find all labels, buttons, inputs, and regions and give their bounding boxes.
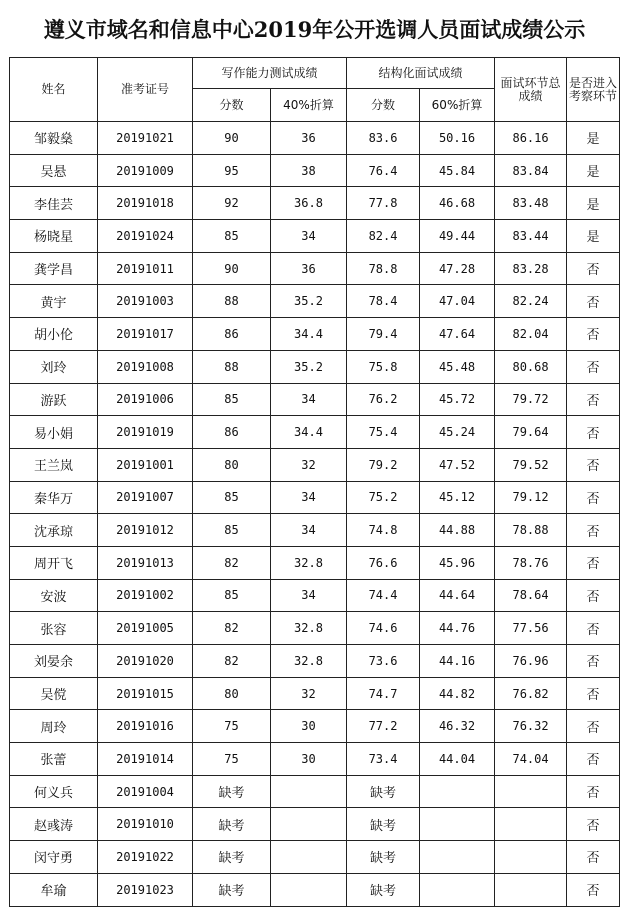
cell-name: 闵守勇 (10, 841, 98, 874)
cell-writing-weighted: 32 (271, 448, 347, 481)
cell-writing-score: 95 (193, 154, 271, 187)
cell-exam-id: 20191010 (98, 808, 193, 841)
cell-interview-weighted: 45.24 (420, 416, 495, 449)
cell-interview-total: 80.68 (495, 350, 567, 383)
header-exam-id: 准考证号 (98, 58, 193, 122)
table-row (10, 841, 620, 874)
cell-interview-total: 79.52 (495, 448, 567, 481)
cell-interview-total: 83.44 (495, 220, 567, 253)
cell-name: 游跃 (10, 383, 98, 416)
cell-interview-weighted (420, 775, 495, 808)
cell-writing-weighted (271, 808, 347, 841)
cell-interview-score: 78.4 (347, 285, 420, 318)
cell-interview-total (495, 808, 567, 841)
table-row (10, 122, 620, 155)
cell-name: 刘玲 (10, 350, 98, 383)
cell-name: 张蕾 (10, 743, 98, 776)
cell-interview-total: 74.04 (495, 743, 567, 776)
cell-interview-score: 75.8 (347, 350, 420, 383)
cell-interview-weighted: 46.68 (420, 187, 495, 220)
cell-writing-score: 75 (193, 710, 271, 743)
cell-interview-weighted: 44.16 (420, 645, 495, 678)
cell-interview-total (495, 841, 567, 874)
cell-interview-total: 78.64 (495, 579, 567, 612)
cell-exam-id: 20191023 (98, 873, 193, 906)
cell-exam-id: 20191024 (98, 220, 193, 253)
cell-writing-weighted: 34 (271, 514, 347, 547)
cell-interview-score: 缺考 (347, 808, 420, 841)
header-writing-group: 写作能力测试成绩 (193, 58, 347, 89)
header-interview-group: 结构化面试成绩 (347, 58, 495, 89)
cell-writing-score: 86 (193, 318, 271, 351)
cell-writing-weighted: 34 (271, 220, 347, 253)
cell-enter-review: 否 (567, 383, 620, 416)
cell-exam-id: 20191009 (98, 154, 193, 187)
cell-interview-weighted: 47.64 (420, 318, 495, 351)
cell-interview-total: 83.28 (495, 252, 567, 285)
cell-enter-review: 否 (567, 285, 620, 318)
cell-writing-weighted: 34 (271, 481, 347, 514)
cell-writing-score: 85 (193, 383, 271, 416)
cell-interview-score: 74.8 (347, 514, 420, 547)
cell-interview-total: 79.72 (495, 383, 567, 416)
table-row (10, 808, 620, 841)
cell-interview-weighted: 44.88 (420, 514, 495, 547)
cell-exam-id: 20191022 (98, 841, 193, 874)
cell-name: 何义兵 (10, 775, 98, 808)
cell-exam-id: 20191007 (98, 481, 193, 514)
cell-exam-id: 20191019 (98, 416, 193, 449)
cell-name: 黄宇 (10, 285, 98, 318)
cell-enter-review: 否 (567, 252, 620, 285)
cell-enter-review: 是 (567, 154, 620, 187)
header-name: 姓名 (10, 58, 98, 122)
cell-name: 胡小伦 (10, 318, 98, 351)
cell-enter-review: 否 (567, 416, 620, 449)
cell-interview-score: 缺考 (347, 841, 420, 874)
cell-writing-score: 缺考 (193, 873, 271, 906)
cell-writing-score: 88 (193, 350, 271, 383)
cell-writing-score: 90 (193, 252, 271, 285)
cell-exam-id: 20191003 (98, 285, 193, 318)
cell-interview-weighted: 44.64 (420, 579, 495, 612)
cell-name: 赵彧涛 (10, 808, 98, 841)
cell-writing-score: 82 (193, 645, 271, 678)
cell-exam-id: 20191017 (98, 318, 193, 351)
table-row (10, 252, 620, 285)
header-interview-total: 面试环节总成绩 (495, 58, 567, 122)
cell-exam-id: 20191002 (98, 579, 193, 612)
cell-interview-total: 76.82 (495, 677, 567, 710)
cell-interview-total: 76.32 (495, 710, 567, 743)
table-row (10, 318, 620, 351)
cell-writing-weighted: 34.4 (271, 318, 347, 351)
cell-interview-score: 83.6 (347, 122, 420, 155)
cell-enter-review: 是 (567, 220, 620, 253)
cell-exam-id: 20191013 (98, 546, 193, 579)
cell-writing-weighted (271, 873, 347, 906)
table-row (10, 154, 620, 187)
cell-enter-review: 否 (567, 612, 620, 645)
cell-exam-id: 20191006 (98, 383, 193, 416)
cell-enter-review: 否 (567, 808, 620, 841)
cell-interview-score: 73.6 (347, 645, 420, 678)
cell-interview-total (495, 775, 567, 808)
table-row (10, 710, 620, 743)
cell-name: 沈承琼 (10, 514, 98, 547)
table-row (10, 514, 620, 547)
cell-writing-weighted: 32.8 (271, 645, 347, 678)
cell-interview-score: 77.2 (347, 710, 420, 743)
cell-writing-weighted: 32.8 (271, 612, 347, 645)
cell-enter-review: 否 (567, 645, 620, 678)
cell-writing-weighted: 30 (271, 710, 347, 743)
cell-interview-total: 79.64 (495, 416, 567, 449)
cell-exam-id: 20191018 (98, 187, 193, 220)
cell-interview-total: 83.48 (495, 187, 567, 220)
cell-interview-score: 76.6 (347, 546, 420, 579)
cell-interview-weighted: 47.04 (420, 285, 495, 318)
cell-name: 王兰岚 (10, 448, 98, 481)
cell-writing-score: 80 (193, 448, 271, 481)
cell-interview-score: 缺考 (347, 873, 420, 906)
cell-name: 秦华万 (10, 481, 98, 514)
cell-name: 刘晏余 (10, 645, 98, 678)
cell-enter-review: 是 (567, 122, 620, 155)
cell-writing-weighted: 34 (271, 579, 347, 612)
cell-writing-score: 80 (193, 677, 271, 710)
cell-interview-weighted: 44.76 (420, 612, 495, 645)
header-interview-weighted: 60%折算 (420, 89, 495, 122)
cell-interview-score: 77.8 (347, 187, 420, 220)
cell-interview-weighted (420, 873, 495, 906)
cell-interview-weighted: 46.32 (420, 710, 495, 743)
cell-interview-weighted (420, 841, 495, 874)
cell-enter-review: 否 (567, 481, 620, 514)
cell-interview-score: 76.4 (347, 154, 420, 187)
cell-writing-score: 缺考 (193, 808, 271, 841)
cell-interview-weighted: 47.52 (420, 448, 495, 481)
cell-name: 龚学昌 (10, 252, 98, 285)
cell-writing-score: 90 (193, 122, 271, 155)
table-row (10, 285, 620, 318)
cell-interview-score: 75.4 (347, 416, 420, 449)
results-table (9, 57, 620, 907)
cell-enter-review: 否 (567, 775, 620, 808)
cell-name: 周玲 (10, 710, 98, 743)
header-writing-score: 分数 (193, 89, 271, 122)
cell-writing-score: 85 (193, 220, 271, 253)
cell-exam-id: 20191001 (98, 448, 193, 481)
cell-writing-score: 82 (193, 612, 271, 645)
cell-writing-weighted: 35.2 (271, 350, 347, 383)
cell-writing-weighted (271, 841, 347, 874)
cell-interview-total: 79.12 (495, 481, 567, 514)
cell-interview-weighted: 49.44 (420, 220, 495, 253)
table-row (10, 743, 620, 776)
cell-interview-score: 74.4 (347, 579, 420, 612)
cell-interview-weighted: 44.82 (420, 677, 495, 710)
header-writing-weighted: 40%折算 (271, 89, 347, 122)
cell-interview-score: 73.4 (347, 743, 420, 776)
cell-writing-weighted (271, 775, 347, 808)
table-row (10, 677, 620, 710)
table-row (10, 187, 620, 220)
cell-enter-review: 否 (567, 873, 620, 906)
cell-exam-id: 20191016 (98, 710, 193, 743)
cell-interview-score: 82.4 (347, 220, 420, 253)
cell-exam-id: 20191014 (98, 743, 193, 776)
cell-enter-review: 否 (567, 350, 620, 383)
cell-interview-total: 82.24 (495, 285, 567, 318)
table-row (10, 448, 620, 481)
cell-enter-review: 否 (567, 710, 620, 743)
cell-exam-id: 20191005 (98, 612, 193, 645)
cell-interview-score: 74.7 (347, 677, 420, 710)
cell-enter-review: 否 (567, 743, 620, 776)
cell-interview-weighted: 45.96 (420, 546, 495, 579)
table-row (10, 645, 620, 678)
table-row (10, 481, 620, 514)
cell-writing-weighted: 36 (271, 252, 347, 285)
cell-name: 易小娟 (10, 416, 98, 449)
cell-exam-id: 20191004 (98, 775, 193, 808)
table-row (10, 546, 620, 579)
cell-writing-score: 缺考 (193, 775, 271, 808)
cell-writing-score: 75 (193, 743, 271, 776)
cell-interview-total: 77.56 (495, 612, 567, 645)
cell-writing-weighted: 36 (271, 122, 347, 155)
cell-interview-score: 79.2 (347, 448, 420, 481)
cell-writing-score: 92 (193, 187, 271, 220)
cell-writing-weighted: 30 (271, 743, 347, 776)
header-enter-review: 是否进入考察环节 (567, 58, 620, 122)
table-row (10, 383, 620, 416)
cell-interview-score: 78.8 (347, 252, 420, 285)
cell-interview-weighted (420, 808, 495, 841)
cell-exam-id: 20191008 (98, 350, 193, 383)
table-row (10, 612, 620, 645)
cell-writing-weighted: 38 (271, 154, 347, 187)
cell-interview-total: 78.88 (495, 514, 567, 547)
table-row (10, 579, 620, 612)
cell-enter-review: 是 (567, 187, 620, 220)
cell-writing-score: 85 (193, 481, 271, 514)
cell-interview-weighted: 45.72 (420, 383, 495, 416)
cell-name: 牟瑜 (10, 873, 98, 906)
cell-enter-review: 否 (567, 677, 620, 710)
table-row (10, 873, 620, 906)
cell-interview-score: 79.4 (347, 318, 420, 351)
cell-writing-weighted: 36.8 (271, 187, 347, 220)
cell-exam-id: 20191012 (98, 514, 193, 547)
cell-interview-total: 83.84 (495, 154, 567, 187)
cell-writing-score: 82 (193, 546, 271, 579)
cell-interview-weighted: 45.48 (420, 350, 495, 383)
cell-interview-total: 86.16 (495, 122, 567, 155)
cell-writing-score: 88 (193, 285, 271, 318)
page-title: 遵义市域名和信息中心2019年公开选调人员面试成绩公示 (43, 17, 586, 42)
cell-exam-id: 20191021 (98, 122, 193, 155)
cell-name: 吴傥 (10, 677, 98, 710)
cell-writing-weighted: 32 (271, 677, 347, 710)
cell-writing-score: 86 (193, 416, 271, 449)
cell-writing-score: 缺考 (193, 841, 271, 874)
table-row (10, 350, 620, 383)
cell-interview-score: 74.6 (347, 612, 420, 645)
cell-interview-score: 缺考 (347, 775, 420, 808)
cell-interview-weighted: 44.04 (420, 743, 495, 776)
cell-enter-review: 否 (567, 579, 620, 612)
table-row (10, 775, 620, 808)
cell-name: 杨晓星 (10, 220, 98, 253)
cell-name: 吴悬 (10, 154, 98, 187)
cell-writing-weighted: 35.2 (271, 285, 347, 318)
cell-interview-weighted: 45.12 (420, 481, 495, 514)
cell-enter-review: 否 (567, 546, 620, 579)
cell-enter-review: 否 (567, 318, 620, 351)
cell-name: 李佳芸 (10, 187, 98, 220)
table-row (10, 416, 620, 449)
table-row (10, 220, 620, 253)
cell-enter-review: 否 (567, 448, 620, 481)
cell-interview-weighted: 50.16 (420, 122, 495, 155)
cell-name: 周开飞 (10, 546, 98, 579)
cell-name: 安波 (10, 579, 98, 612)
cell-interview-weighted: 47.28 (420, 252, 495, 285)
cell-writing-weighted: 34 (271, 383, 347, 416)
cell-exam-id: 20191020 (98, 645, 193, 678)
cell-interview-weighted: 45.84 (420, 154, 495, 187)
cell-writing-weighted: 32.8 (271, 546, 347, 579)
cell-exam-id: 20191011 (98, 252, 193, 285)
cell-interview-total: 82.04 (495, 318, 567, 351)
cell-interview-score: 76.2 (347, 383, 420, 416)
cell-writing-score: 85 (193, 514, 271, 547)
cell-exam-id: 20191015 (98, 677, 193, 710)
cell-interview-total: 78.76 (495, 546, 567, 579)
cell-writing-weighted: 34.4 (271, 416, 347, 449)
cell-interview-score: 75.2 (347, 481, 420, 514)
cell-name: 张容 (10, 612, 98, 645)
cell-interview-total: 76.96 (495, 645, 567, 678)
cell-writing-score: 85 (193, 579, 271, 612)
cell-interview-total (495, 873, 567, 906)
cell-name: 邹毅燊 (10, 122, 98, 155)
cell-enter-review: 否 (567, 841, 620, 874)
header-interview-score: 分数 (347, 89, 420, 122)
cell-enter-review: 否 (567, 514, 620, 547)
